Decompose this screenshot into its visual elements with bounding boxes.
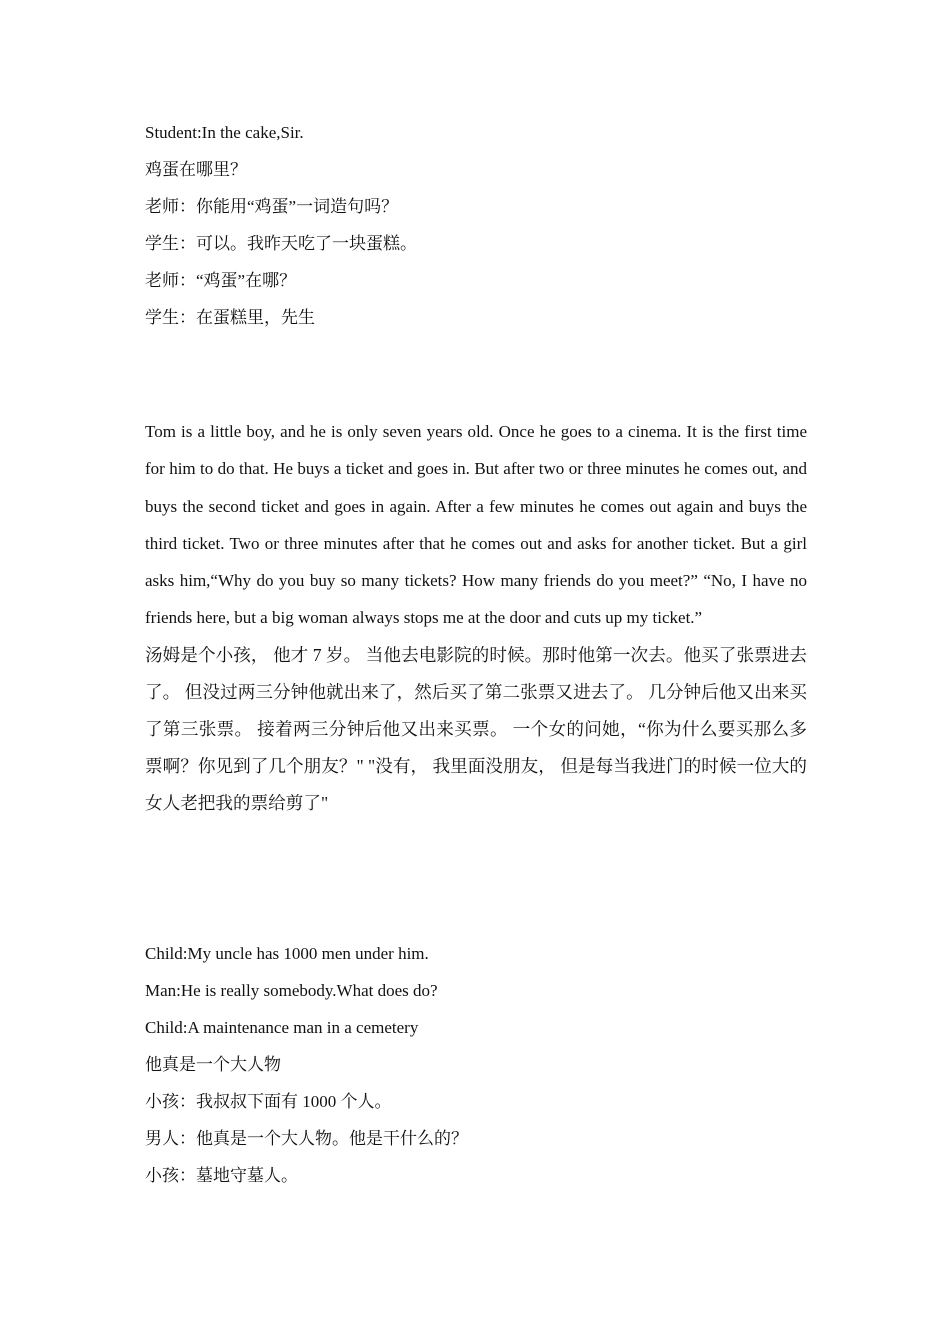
dialogue-line: 他真是一个大人物 (145, 1055, 281, 1074)
dialogue-line: Child:A maintenance man in a cemetery (145, 1018, 419, 1037)
dialogue-line: Man:He is really somebody.What does do? (145, 981, 438, 1000)
dialogue-line: 老师：你能用“鸡蛋”一词造句吗？ (145, 197, 399, 216)
dialogue-line: 小孩：我叔叔下面有 1000 个人。 (145, 1092, 392, 1111)
dialogue-line: 男人：他真是一个大人物。他是干什么的？ (145, 1129, 468, 1148)
english-paragraph: Tom is a little boy, and he is only seven years old. Once he goes to a cinema. It is the first time for him to do that. He buys a ticket and goes in. But after two or three minutes he comes out, and buys the second ticket and goes in again. After a few minutes he comes out again and buys the third ticket. Two or three minutes after that he comes out and asks for another ticket. But a girl asks him,“Why do you buy so many tickets? How many friends do you meet?” “No, I have no friends here, but a big woman always stops me at the door and cuts up my ticket.” (145, 422, 807, 628)
joke-cinema-story (145, 413, 807, 822)
dialogue-line: Child:My uncle has 1000 men under him. (145, 944, 429, 963)
joke-uncle-dialogue (145, 935, 807, 1194)
dialogue-line: 鸡蛋在哪里？ (145, 160, 247, 179)
dialogue-line: 老师：“鸡蛋”在哪？ (145, 271, 297, 290)
joke-egg-dialogue (145, 114, 807, 336)
chinese-paragraph: 汤姆是个小孩， 他才 7 岁。 当他去电影院的时候。那时他第一次去。他买了张票进去了。 但没过两三分钟他就出来了，然后买了第二张票又进去了。 几分钟后他又出来买了第三张票。 接着两三分钟后他又出来买票。 一个女的问她，“你为什么要买那么多票啊？你见到了几个朋友？" "没有， 我里面没朋友， 但是每当我进门的时候一位大的女人老把我的票给剪了" (145, 644, 807, 813)
dialogue-line: 学生：可以。我昨天吃了一块蛋糕。 (145, 234, 417, 253)
dialogue-line: 学生：在蛋糕里，先生 (145, 308, 315, 327)
dialogue-line: 小孩：墓地守墓人。 (145, 1166, 298, 1185)
dialogue-line: Student:In the cake,Sir. (145, 123, 304, 142)
